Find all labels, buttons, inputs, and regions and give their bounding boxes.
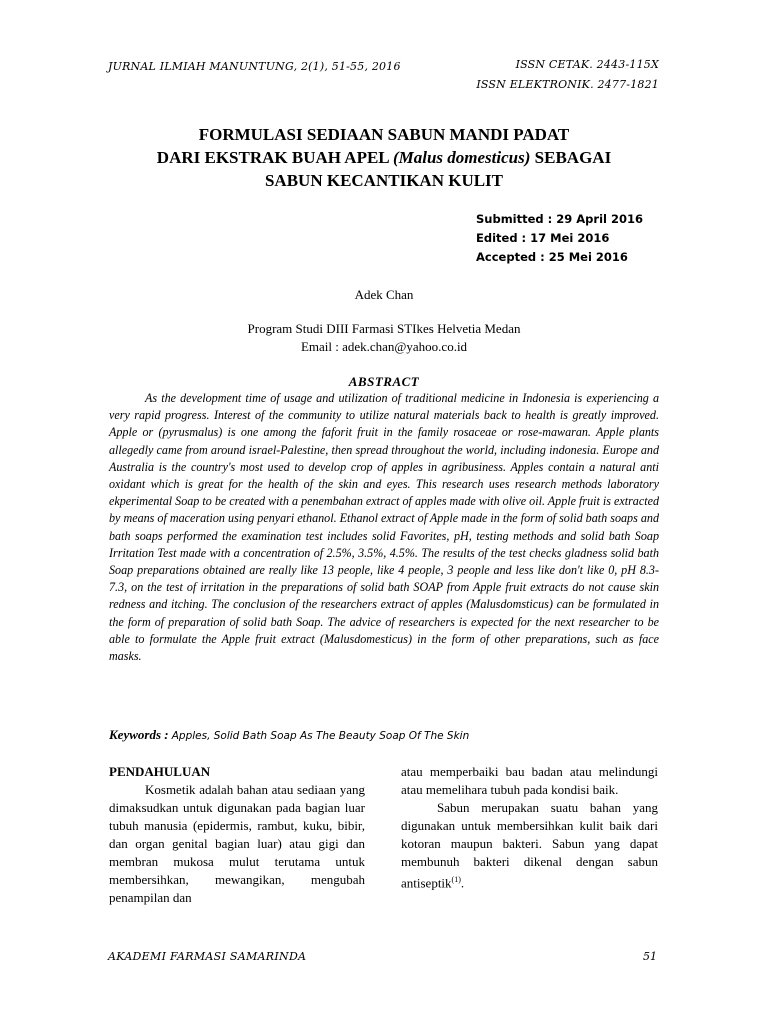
- title-line-3: SABUN KECANTIKAN KULIT: [264, 171, 504, 190]
- title-line-1: FORMULASI SEDIAAN SABUN MANDI PADAT: [198, 125, 570, 144]
- section-heading: PENDAHULUAN: [109, 764, 211, 779]
- journal-header: JURNAL ILMIAH MANUNTUNG, 2(1), 51-55, 2016: [108, 60, 401, 73]
- title-species: (Malus domesticus): [392, 148, 531, 167]
- title-line-2-end: SEBAGAI: [530, 148, 612, 167]
- citation-ref[interactable]: (1): [451, 875, 461, 884]
- body-column-right: [401, 763, 658, 892]
- issn-online: ISSN ELEKTRONIK. 2477-1821: [476, 78, 659, 91]
- body-paragraph-2-end: .: [460, 875, 465, 891]
- author-name: Adek Chan: [354, 287, 414, 302]
- title-line-2: [100, 146, 668, 169]
- abstract-heading: ABSTRACT: [348, 374, 420, 389]
- keywords: [109, 727, 469, 743]
- keywords-label: Keywords :: [109, 727, 169, 742]
- author-affiliation: [0, 320, 768, 356]
- issn-print: ISSN CETAK. 2443-115X: [515, 58, 659, 71]
- body-paragraph-2-text: Sabun merupakan suatu bahan yang digunakan untuk membersihkan kulit baik dari kotoran maupun bakteri. Sabun yang dapat membunuh bakteri dikenal dengan sabun antiseptik: [401, 800, 658, 891]
- body-paragraph-continued: atau memperbaiki bau badan atau melindungi atau memelihara tubuh pada kondisi baik.: [401, 764, 658, 797]
- footer-institution: AKADEMI FARMASI SAMARINDA: [108, 950, 307, 963]
- paper-title: [100, 123, 668, 192]
- affiliation-text: Program Studi DIII Farmasi STIkes Helvetia Medan: [247, 321, 521, 336]
- submitted-date: Submitted : 29 April 2016: [476, 212, 643, 226]
- body-paragraph-2: [401, 799, 658, 892]
- accepted-date: Accepted : 25 Mei 2016: [476, 250, 628, 264]
- title-line-2-start: DARI EKSTRAK BUAH APEL: [156, 148, 393, 167]
- abstract-text: As the development time of usage and utilization of traditional medicine in Indonesia is experiencing a very rapid progress. Interest of the community to utilize natural materials back to health is greatly improved. Apple or (pyrusmalus) is one among the faforit fruit in the family rosaceae or rose-mawaran. Apple plants allegedly came from around israel-Palestine, then spread throughout the world, including indonesia. Europe and Australia is the country's most used to develop crop of apples in agribusiness. Apples contain a natural anti oxidant which is great for the health of the skin and eyes. This research uses research methods laboratory ekperimental Soap to be created with a penembahan extract of apples made with olive oil. Apple fruit is extracted by means of maceration using penyari ethanol. Ethanol extract of Apple made in the form of solid bath soaps and bath soaps performed the examination test includes solid Favorites, pH, testing methods and solid bath Soap Irritation Test made with a concentration of 2.5%, 3.5%, 4.5%. The results of the test checks gladness solid bath Soap preparations obtained are really like 13 people, like 4 people, 3 people and less like don't like 0, pH 8.3-7.3, on the test of irritation in the preparations of solid bath SOAP from Apple fruit extracts do not cause skin redness and itching. The conclusion of the researchers extract of apples (Malusdomsticus) can be formulated in the form of preparation of solid bath Soap. The advice of researchers is expected for the next researcher to be able to formulate the Apple fruit extract (Malusdomesticus) in the form of other preparations, such as face masks.: [109, 391, 659, 664]
- edited-date: Edited : 17 Mei 2016: [476, 231, 610, 245]
- page-number: 51: [643, 950, 657, 963]
- keywords-text: Apples, Solid Bath Soap As The Beauty Soap Of The Skin: [171, 730, 470, 742]
- submission-dates: [476, 210, 643, 267]
- body-paragraph: Kosmetik adalah bahan atau sediaan yang dimaksudkan untuk digunakan pada bagian luar tubuh manusia (epidermis, rambut, kuku, bibir, dan organ genital bagian luar) atau gigi dan membran mukosa mulut terutama untuk membersihkan, mewangikan, mengubah penampilan dan: [109, 782, 365, 905]
- body-column-left: [109, 763, 365, 907]
- issn-block: [476, 55, 659, 95]
- author-email[interactable]: Email : adek.chan@yahoo.co.id: [300, 339, 468, 354]
